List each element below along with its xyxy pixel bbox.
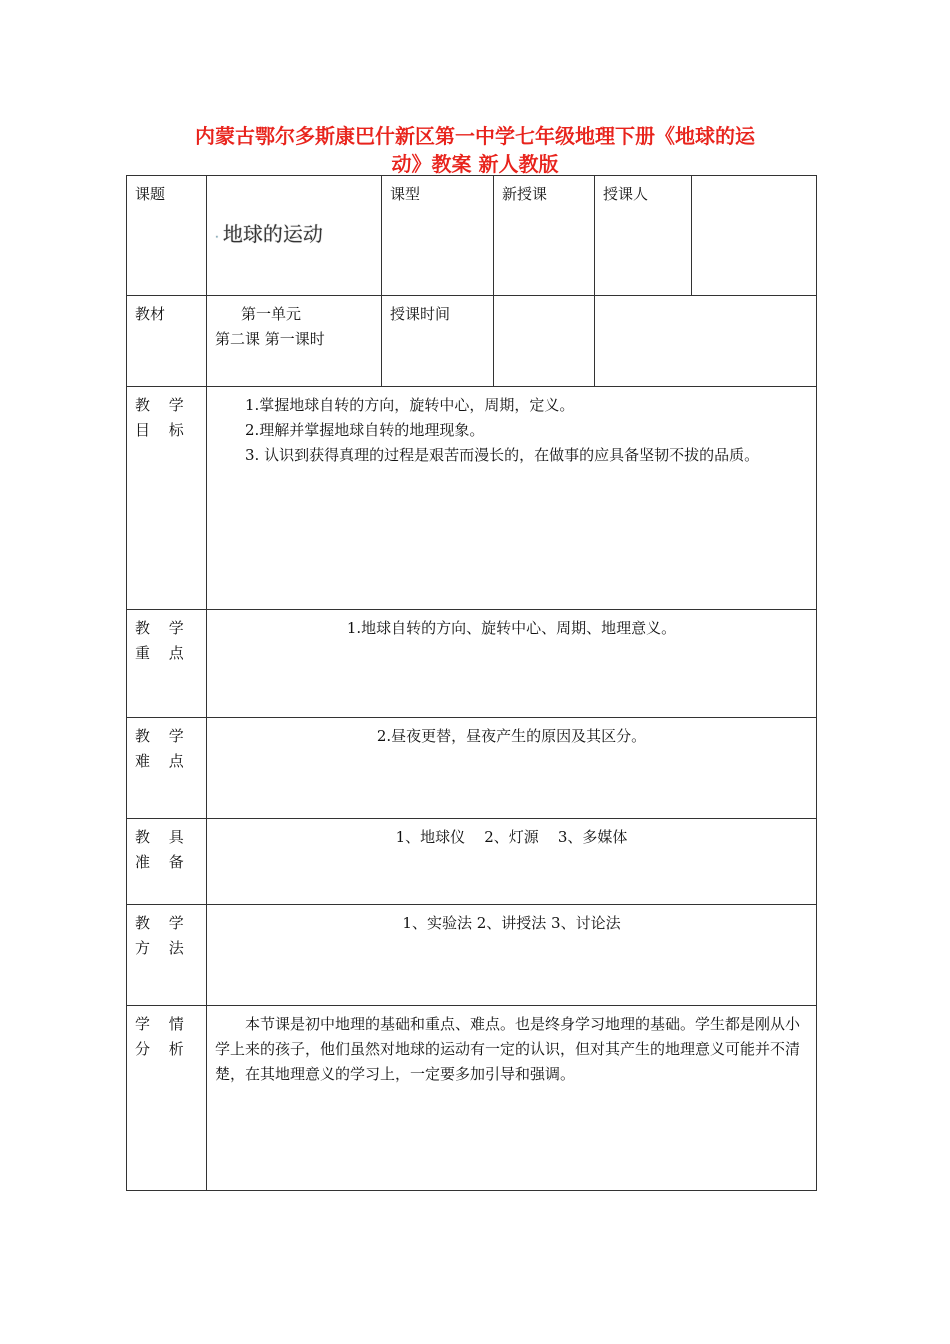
lesson-plan-table <box>126 175 817 1191</box>
difficulties-text: 2.昼夜更替，昼夜产生的原因及其区分。 <box>207 718 817 819</box>
tools-text: 1、地球仪 2、灯源 3、多媒体 <box>207 819 817 905</box>
header-row <box>127 176 817 296</box>
analysis-label: 学 情 分 析 <box>127 1006 207 1191</box>
objective-item: 1.掌握地球自转的方向，旋转中心，周期，定义。 <box>245 396 575 414</box>
key-points-text: 1.地球自转的方向、旋转中心、周期、地理意义。 <box>207 610 817 718</box>
time-extra <box>595 296 817 387</box>
material-label: 教材 <box>127 296 207 387</box>
type-value: 新授课 <box>494 176 595 296</box>
methods-row <box>127 905 817 1006</box>
material-row <box>127 296 817 387</box>
bullet-icon: · <box>215 230 219 244</box>
topic-image <box>215 222 373 250</box>
teacher-label: 授课人 <box>595 176 692 296</box>
title-line-1: 内蒙古鄂尔多斯康巴什新区第一中学七年级地理下册《地球的运 <box>195 124 755 148</box>
analysis-row <box>127 1006 817 1191</box>
material-unit: 第一单元 <box>241 305 302 323</box>
material-value <box>207 296 382 387</box>
topic-label: 课题 <box>127 176 207 296</box>
objective-item: 2.理解并掌握地球自转的地理现象。 <box>245 421 485 439</box>
material-lesson: 第二课 第一课时 <box>215 330 325 348</box>
title-line-2: 动》教案 新人教版 <box>391 152 559 176</box>
analysis-text: 本节课是初中地理的基础和重点、难点。也是终身学习地理的基础。学生都是刚从小学上来的孩子，他们虽然对地球的运动有一定的认识，但对其产生的地理意义可能并不清楚，在其地理意义的学习上，一定要多加引导和强调。 <box>207 1006 817 1191</box>
topic-cell <box>207 176 382 296</box>
type-label: 课型 <box>382 176 494 296</box>
tools-label: 教 具 准 备 <box>127 819 207 905</box>
document-title <box>100 122 850 178</box>
time-label: 授课时间 <box>382 296 494 387</box>
methods-text: 1、实验法 2、讲授法 3、讨论法 <box>207 905 817 1006</box>
teacher-value <box>692 176 817 296</box>
difficulties-label: 教 学 难 点 <box>127 718 207 819</box>
objective-item: 3. 认识到获得真理的过程是艰苦而漫长的，在做事的应具备坚韧不拔的品质。 <box>245 446 760 464</box>
objectives-row <box>127 387 817 610</box>
methods-label: 教 学 方 法 <box>127 905 207 1006</box>
objectives-content <box>207 387 817 610</box>
tools-row <box>127 819 817 905</box>
objectives-label: 教 学 目 标 <box>127 387 207 610</box>
topic-value: 地球的运动 <box>222 222 323 246</box>
key-points-row <box>127 610 817 718</box>
difficulties-row <box>127 718 817 819</box>
key-points-label: 教 学 重 点 <box>127 610 207 718</box>
time-value <box>494 296 595 387</box>
